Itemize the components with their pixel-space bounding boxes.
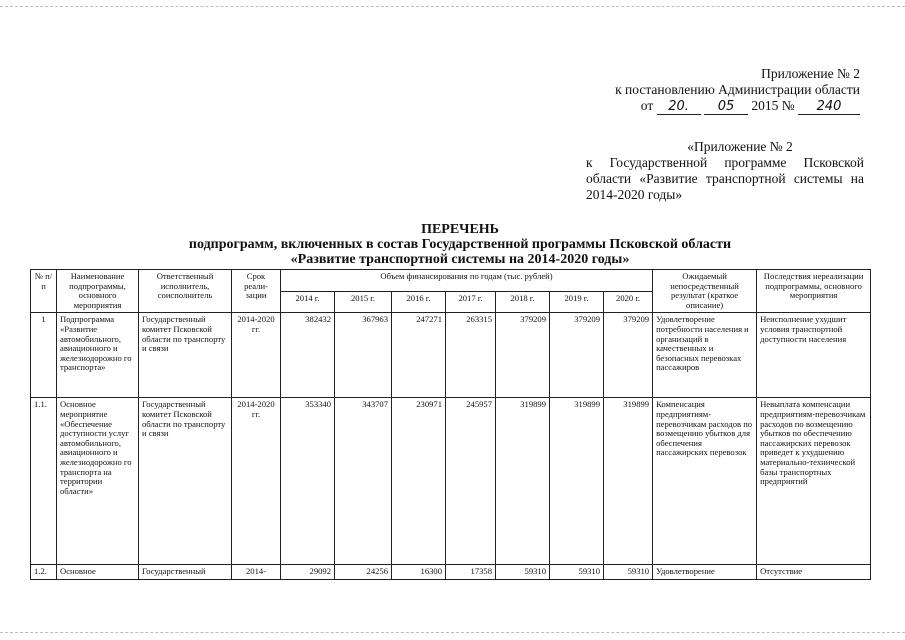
cell-value: 247271: [392, 313, 446, 398]
header-executor: Ответственный исполнитель, соисполнитель: [139, 270, 232, 313]
date-year: 2015 №: [751, 98, 795, 113]
header-consequences: Последствия нереализации подпрограммы, основного мероприятия: [757, 270, 871, 313]
cell-value: 29092: [281, 565, 335, 580]
cell-consequences: Отсутствие: [757, 565, 871, 580]
cell-result: Удовлетворение потребности населения и организаций в качественных и безопасных перевозках пассажиров: [653, 313, 757, 398]
handwritten-day: 20.: [657, 100, 701, 115]
appendix-resolution-date-line: [560, 98, 860, 115]
header-year: 2017 г.: [446, 291, 496, 313]
subprograms-table: [30, 269, 871, 580]
handwritten-month: 05: [704, 100, 748, 115]
title-line-1: ПЕРЕЧЕНЬ: [421, 222, 499, 237]
table-row: [31, 398, 871, 565]
header-year: 2019 г.: [550, 291, 604, 313]
cell-term: 2014-2020 гг.: [232, 398, 281, 565]
cell-value: 263315: [446, 313, 496, 398]
cell-executor: Государственный комитет Псковской области по транспорту и связи: [139, 398, 232, 565]
appendix-program-title: «Приложение № 2: [687, 139, 793, 154]
cell-num: 1: [31, 313, 57, 398]
header-num: № п/п: [31, 270, 57, 313]
cell-num: 1.1.: [31, 398, 57, 565]
cell-value: 367963: [335, 313, 392, 398]
cell-value: 245957: [446, 398, 496, 565]
header-result: Ожидаемый непосредственный результат (краткое описание): [653, 270, 757, 313]
cell-value: 379209: [496, 313, 550, 398]
cell-value: 16300: [392, 565, 446, 580]
cell-consequences: Невыплата компенсации предприятиям-перевозчикам расходов по возмещению убытков по обеспечению пассажирских перевозок приведет к ухудшению материально-технической базы транспортных предприятий: [757, 398, 871, 565]
cell-value: 382432: [281, 313, 335, 398]
table-header-row: [31, 270, 871, 292]
title-line-3: «Развитие транспортной системы на 2014-2020 годы»: [290, 252, 630, 267]
cell-value: 343707: [335, 398, 392, 565]
header-year: 2014 г.: [281, 291, 335, 313]
appendix-resolution-block: [560, 66, 860, 115]
handwritten-number: 240: [798, 100, 860, 115]
appendix-resolution-title: Приложение № 2: [761, 66, 860, 81]
cell-executor: Государственный: [139, 565, 232, 580]
cell-value: 59310: [604, 565, 653, 580]
cell-value: 24256: [335, 565, 392, 580]
cell-result: Удовлетворение: [653, 565, 757, 580]
header-year: 2018 г.: [496, 291, 550, 313]
cell-name: Подпрограмма «Развитие автомобильного, авиационного и железнодорожно го транспорта»: [57, 313, 139, 398]
table-row: [31, 565, 871, 580]
cell-name: Основное: [57, 565, 139, 580]
header-year: 2015 г.: [335, 291, 392, 313]
cell-value: 379209: [550, 313, 604, 398]
cell-name: Основное мероприятие «Обеспечение доступности услуг автомобильного, авиационного и железнодорожно го транспорта на территории области»: [57, 398, 139, 565]
cell-num: 1.2.: [31, 565, 57, 580]
cell-consequences: Неисполнение ухудшит условия транспортной доступности населения: [757, 313, 871, 398]
cell-executor: Государственный комитет Псковской области по транспорту и связи: [139, 313, 232, 398]
cell-value: 59310: [496, 565, 550, 580]
cell-term: 2014-2020 гг.: [232, 313, 281, 398]
cell-value: 379209: [604, 313, 653, 398]
table-row: [31, 313, 871, 398]
cell-result: Компенсация предприятиям-перевозчикам расходов по возмещению убытков для обеспечения пассажирских перевозок: [653, 398, 757, 565]
cell-value: 17358: [446, 565, 496, 580]
cell-value: 230971: [392, 398, 446, 565]
appendix-program-block: [586, 139, 864, 203]
appendix-resolution-ref: к постановлению Администрации области: [615, 82, 860, 97]
scan-edge-top: [0, 6, 905, 7]
header-term: Срок реали-зации: [232, 270, 281, 313]
appendix-program-ref: к Государственной программе Псковской области «Развитие транспортной системы на 2014-2020 годы»: [586, 155, 864, 202]
header-funding: Объем финансирования по годам (тыс. рублей): [281, 270, 653, 292]
cell-value: 353340: [281, 398, 335, 565]
cell-term: 2014-: [232, 565, 281, 580]
cell-value: 319899: [604, 398, 653, 565]
title-line-2: подпрограмм, включенных в состав Государственной программы Псковской области: [188, 237, 732, 252]
cell-value: 59310: [550, 565, 604, 580]
header-year: 2020 г.: [604, 291, 653, 313]
scan-edge-bottom: [0, 632, 905, 633]
document-title: [140, 222, 780, 267]
header-name: Наименование подпрограммы, основного мероприятия: [57, 270, 139, 313]
cell-value: 319899: [496, 398, 550, 565]
cell-value: 319899: [550, 398, 604, 565]
header-year: 2016 г.: [392, 291, 446, 313]
date-prefix: от: [640, 98, 654, 113]
